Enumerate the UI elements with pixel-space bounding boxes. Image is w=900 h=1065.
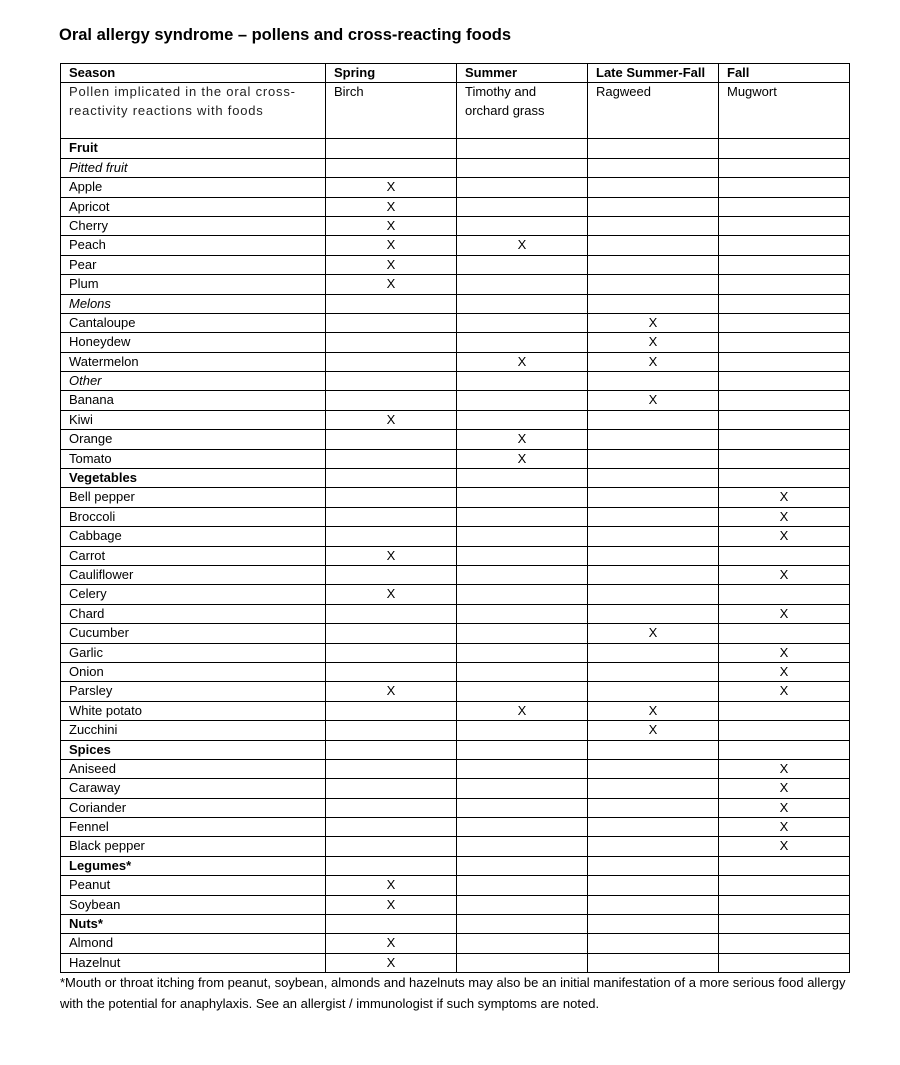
food-label: Orange	[61, 430, 326, 449]
cell-late-summer-fall	[588, 585, 719, 604]
food-label: Honeydew	[61, 333, 326, 352]
table-row	[61, 798, 850, 817]
category-row	[61, 139, 850, 158]
table-row	[61, 216, 850, 235]
cell-fall	[719, 895, 850, 914]
food-label: Vegetables	[61, 469, 326, 488]
table-row	[61, 449, 850, 468]
food-label: Plum	[61, 275, 326, 294]
cell-late-summer-fall	[588, 294, 719, 313]
cell-fall: X	[719, 798, 850, 817]
cell-late-summer-fall: X	[588, 333, 719, 352]
cell-spring	[326, 759, 457, 778]
food-label: Onion	[61, 662, 326, 681]
cell-late-summer-fall	[588, 488, 719, 507]
food-label: Fennel	[61, 818, 326, 837]
cell-late-summer-fall	[588, 449, 719, 468]
cell-fall	[719, 856, 850, 875]
food-label: Apple	[61, 178, 326, 197]
food-label: Garlic	[61, 643, 326, 662]
table-row	[61, 934, 850, 953]
cell-spring	[326, 430, 457, 449]
cell-late-summer-fall	[588, 197, 719, 216]
cell-summer	[457, 546, 588, 565]
cell-late-summer-fall	[588, 682, 719, 701]
cell-fall	[719, 430, 850, 449]
cell-fall	[719, 372, 850, 391]
food-label: Spices	[61, 740, 326, 759]
cell-summer: X	[457, 236, 588, 255]
cell-summer	[457, 488, 588, 507]
table-row	[61, 430, 850, 449]
cell-late-summer-fall: X	[588, 391, 719, 410]
cell-fall	[719, 624, 850, 643]
cell-spring	[326, 372, 457, 391]
food-label: Melons	[61, 294, 326, 313]
cell-summer	[457, 139, 588, 158]
cell-late-summer-fall	[588, 934, 719, 953]
cell-fall: X	[719, 682, 850, 701]
cell-fall	[719, 469, 850, 488]
table-row	[61, 546, 850, 565]
cell-spring: X	[326, 197, 457, 216]
food-label: Cabbage	[61, 527, 326, 546]
cell-fall	[719, 197, 850, 216]
cell-summer	[457, 643, 588, 662]
cell-late-summer-fall	[588, 158, 719, 177]
table-row	[61, 818, 850, 837]
table-row	[61, 759, 850, 778]
cell-fall	[719, 585, 850, 604]
cell-fall	[719, 740, 850, 759]
cell-late-summer-fall	[588, 798, 719, 817]
cell-fall: X	[719, 488, 850, 507]
table-row	[61, 313, 850, 332]
table-row	[61, 779, 850, 798]
cell-summer	[457, 876, 588, 895]
table-row	[61, 236, 850, 255]
table-row	[61, 178, 850, 197]
cell-fall	[719, 333, 850, 352]
table-row	[61, 488, 850, 507]
cell-late-summer-fall	[588, 837, 719, 856]
cell-late-summer-fall	[588, 915, 719, 934]
cell-spring: X	[326, 585, 457, 604]
cell-spring	[326, 624, 457, 643]
food-label: Cherry	[61, 216, 326, 235]
food-label: Parsley	[61, 682, 326, 701]
table-row	[61, 721, 850, 740]
cell-summer	[457, 469, 588, 488]
cell-summer	[457, 197, 588, 216]
cell-summer: X	[457, 701, 588, 720]
table-row	[61, 624, 850, 643]
cell-fall	[719, 313, 850, 332]
category-row	[61, 294, 850, 313]
cell-spring	[326, 391, 457, 410]
cell-fall	[719, 275, 850, 294]
table-row	[61, 643, 850, 662]
food-label: Kiwi	[61, 410, 326, 429]
allergy-table	[60, 63, 850, 973]
food-label: Other	[61, 372, 326, 391]
cell-spring: X	[326, 410, 457, 429]
cell-fall	[719, 352, 850, 371]
food-label: Hazelnut	[61, 953, 326, 972]
cell-summer	[457, 721, 588, 740]
cell-spring	[326, 313, 457, 332]
cell-late-summer-fall: X	[588, 352, 719, 371]
cell-late-summer-fall	[588, 275, 719, 294]
cell-fall	[719, 139, 850, 158]
pollen-fall: Mugwort	[719, 83, 850, 139]
cell-late-summer-fall	[588, 527, 719, 546]
cell-spring: X	[326, 895, 457, 914]
cell-summer	[457, 507, 588, 526]
cell-fall: X	[719, 662, 850, 681]
cell-summer: X	[457, 449, 588, 468]
cell-late-summer-fall	[588, 139, 719, 158]
cell-spring: X	[326, 546, 457, 565]
cell-spring	[326, 721, 457, 740]
cell-fall: X	[719, 643, 850, 662]
cell-late-summer-fall	[588, 740, 719, 759]
page-title: Oral allergy syndrome – pollens and cross-reacting foods	[59, 26, 512, 44]
food-label: White potato	[61, 701, 326, 720]
cell-summer	[457, 585, 588, 604]
cell-summer: X	[457, 430, 588, 449]
cell-fall	[719, 915, 850, 934]
table-row	[61, 527, 850, 546]
table-row	[61, 662, 850, 681]
pollen-summer: Timothy and orchard grass	[457, 83, 588, 139]
cell-spring	[326, 139, 457, 158]
cell-late-summer-fall	[588, 178, 719, 197]
cell-spring	[326, 565, 457, 584]
cell-summer	[457, 178, 588, 197]
cell-fall: X	[719, 759, 850, 778]
cell-fall: X	[719, 527, 850, 546]
cell-summer	[457, 837, 588, 856]
table-row	[61, 953, 850, 972]
cell-fall	[719, 701, 850, 720]
cell-late-summer-fall	[588, 818, 719, 837]
cell-spring	[326, 701, 457, 720]
cell-spring	[326, 798, 457, 817]
cell-summer	[457, 740, 588, 759]
food-label: Zucchini	[61, 721, 326, 740]
category-row	[61, 469, 850, 488]
cell-spring: X	[326, 682, 457, 701]
table-row	[61, 701, 850, 720]
table-row	[61, 507, 850, 526]
cell-fall: X	[719, 565, 850, 584]
cell-summer	[457, 662, 588, 681]
cell-late-summer-fall	[588, 876, 719, 895]
cell-spring: X	[326, 934, 457, 953]
food-label: Coriander	[61, 798, 326, 817]
cell-fall	[719, 236, 850, 255]
table-row	[61, 410, 850, 429]
cell-late-summer-fall	[588, 469, 719, 488]
cell-late-summer-fall	[588, 895, 719, 914]
cell-fall	[719, 294, 850, 313]
cell-summer	[457, 915, 588, 934]
cell-summer	[457, 798, 588, 817]
cell-summer	[457, 856, 588, 875]
food-label: Apricot	[61, 197, 326, 216]
cell-spring: X	[326, 876, 457, 895]
cell-fall: X	[719, 779, 850, 798]
cell-spring	[326, 352, 457, 371]
pollen-row	[61, 83, 850, 139]
cell-summer	[457, 391, 588, 410]
table-row	[61, 895, 850, 914]
cell-late-summer-fall: X	[588, 701, 719, 720]
cell-fall	[719, 934, 850, 953]
cell-late-summer-fall	[588, 236, 719, 255]
category-row	[61, 158, 850, 177]
cell-summer	[457, 255, 588, 274]
cell-summer	[457, 779, 588, 798]
food-label: Caraway	[61, 779, 326, 798]
cell-summer	[457, 333, 588, 352]
food-label: Cantaloupe	[61, 313, 326, 332]
cell-summer	[457, 895, 588, 914]
cell-summer	[457, 294, 588, 313]
table-row	[61, 352, 850, 371]
food-label: Soybean	[61, 895, 326, 914]
cell-fall	[719, 876, 850, 895]
table-row	[61, 585, 850, 604]
cell-summer	[457, 759, 588, 778]
table-row	[61, 565, 850, 584]
cell-late-summer-fall	[588, 604, 719, 623]
cell-late-summer-fall: X	[588, 624, 719, 643]
food-label: Chard	[61, 604, 326, 623]
cell-spring	[326, 915, 457, 934]
cell-summer	[457, 953, 588, 972]
cell-summer	[457, 275, 588, 294]
category-row	[61, 372, 850, 391]
cell-fall	[719, 391, 850, 410]
cell-late-summer-fall	[588, 372, 719, 391]
cell-fall	[719, 449, 850, 468]
cell-summer	[457, 410, 588, 429]
food-label: Tomato	[61, 449, 326, 468]
food-label: Broccoli	[61, 507, 326, 526]
food-label: Nuts*	[61, 915, 326, 934]
cell-late-summer-fall	[588, 953, 719, 972]
table-row	[61, 333, 850, 352]
pollen-spring: Birch	[326, 83, 457, 139]
table-header-row	[61, 64, 850, 83]
cell-late-summer-fall	[588, 410, 719, 429]
cell-summer	[457, 624, 588, 643]
cell-summer	[457, 934, 588, 953]
food-label: Peanut	[61, 876, 326, 895]
header-spring: Spring	[326, 64, 457, 83]
pollen-late-summer-fall: Ragweed	[588, 83, 719, 139]
table-row	[61, 197, 850, 216]
cell-fall	[719, 178, 850, 197]
cell-spring	[326, 527, 457, 546]
food-label: Carrot	[61, 546, 326, 565]
table-row	[61, 837, 850, 856]
cell-fall	[719, 216, 850, 235]
category-row	[61, 915, 850, 934]
cell-fall: X	[719, 837, 850, 856]
food-label: Peach	[61, 236, 326, 255]
cell-spring	[326, 507, 457, 526]
cell-late-summer-fall	[588, 565, 719, 584]
food-label: Pear	[61, 255, 326, 274]
category-row	[61, 856, 850, 875]
food-label: Cucumber	[61, 624, 326, 643]
table-row	[61, 255, 850, 274]
cell-late-summer-fall	[588, 507, 719, 526]
cell-fall: X	[719, 818, 850, 837]
cell-fall	[719, 953, 850, 972]
cell-summer	[457, 158, 588, 177]
table-row	[61, 275, 850, 294]
food-label: Fruit	[61, 139, 326, 158]
food-label: Almond	[61, 934, 326, 953]
cell-late-summer-fall	[588, 662, 719, 681]
cell-late-summer-fall	[588, 430, 719, 449]
food-label: Pitted fruit	[61, 158, 326, 177]
category-row	[61, 740, 850, 759]
cell-spring	[326, 662, 457, 681]
cell-summer	[457, 682, 588, 701]
cell-late-summer-fall	[588, 546, 719, 565]
header-fall: Fall	[719, 64, 850, 83]
food-label: Cauliflower	[61, 565, 326, 584]
cell-fall	[719, 255, 850, 274]
cell-late-summer-fall	[588, 643, 719, 662]
pollen-row-label: Pollen implicated in the oral cross-reactivity reactions with foods	[61, 83, 326, 139]
cell-spring	[326, 779, 457, 798]
food-label: Black pepper	[61, 837, 326, 856]
food-label: Legumes*	[61, 856, 326, 875]
table-row	[61, 604, 850, 623]
cell-spring: X	[326, 178, 457, 197]
cell-summer	[457, 313, 588, 332]
cell-late-summer-fall	[588, 856, 719, 875]
cell-spring	[326, 604, 457, 623]
cell-summer	[457, 527, 588, 546]
cell-fall	[719, 546, 850, 565]
cell-spring	[326, 856, 457, 875]
header-summer: Summer	[457, 64, 588, 83]
cell-spring: X	[326, 275, 457, 294]
cell-summer	[457, 372, 588, 391]
cell-spring	[326, 643, 457, 662]
cell-late-summer-fall	[588, 216, 719, 235]
table-row	[61, 391, 850, 410]
table-row	[61, 682, 850, 701]
cell-spring	[326, 740, 457, 759]
cell-late-summer-fall	[588, 759, 719, 778]
cell-summer	[457, 604, 588, 623]
cell-summer	[457, 216, 588, 235]
cell-spring	[326, 333, 457, 352]
cell-spring: X	[326, 255, 457, 274]
cell-late-summer-fall: X	[588, 313, 719, 332]
food-label: Banana	[61, 391, 326, 410]
cell-summer: X	[457, 352, 588, 371]
cell-late-summer-fall: X	[588, 721, 719, 740]
cell-summer	[457, 565, 588, 584]
cell-fall: X	[719, 604, 850, 623]
cell-spring: X	[326, 236, 457, 255]
cell-fall	[719, 410, 850, 429]
food-label: Celery	[61, 585, 326, 604]
cell-fall	[719, 158, 850, 177]
table-row	[61, 876, 850, 895]
cell-spring	[326, 294, 457, 313]
cell-spring	[326, 488, 457, 507]
cell-fall	[719, 721, 850, 740]
cell-spring	[326, 449, 457, 468]
cell-fall: X	[719, 507, 850, 526]
header-season: Season	[61, 64, 326, 83]
food-label: Watermelon	[61, 352, 326, 371]
cell-spring: X	[326, 953, 457, 972]
food-label: Aniseed	[61, 759, 326, 778]
cell-spring: X	[326, 216, 457, 235]
cell-spring	[326, 818, 457, 837]
footnote: *Mouth or throat itching from peanut, soybean, almonds and hazelnuts may also be an initial manifestation of a more serious food allergy with the potential for anaphylaxis. See an allergist / immunologist if such symptoms are noted.	[60, 975, 846, 1011]
cell-spring	[326, 158, 457, 177]
cell-late-summer-fall	[588, 255, 719, 274]
cell-late-summer-fall	[588, 779, 719, 798]
cell-spring	[326, 837, 457, 856]
cell-spring	[326, 469, 457, 488]
cell-summer	[457, 818, 588, 837]
header-late-summer-fall: Late Summer-Fall	[588, 64, 719, 83]
food-label: Bell pepper	[61, 488, 326, 507]
